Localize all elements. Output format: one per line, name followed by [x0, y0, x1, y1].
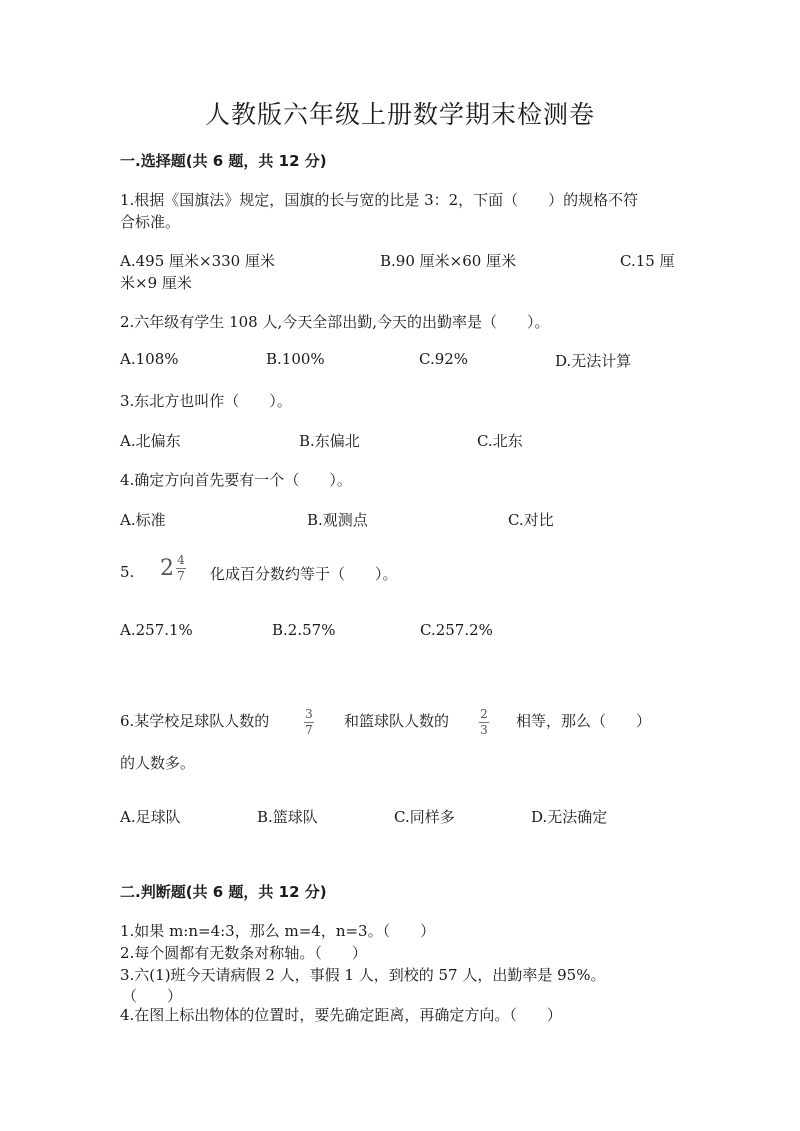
question-1-option-c-cont: 米×9 厘米: [120, 274, 192, 292]
question-5-option-c: C.257.2%: [420, 621, 493, 639]
fraction-denominator: 3: [480, 723, 488, 737]
question-4-option-a: A.标准: [120, 511, 166, 529]
question-1-option-b: B.90 厘米×60 厘米: [380, 252, 517, 270]
question-1-option-c: C.15 厘: [620, 252, 675, 270]
question-5-option-a: A.257.1%: [120, 621, 193, 639]
question-3-option-a: A.北偏东: [120, 432, 181, 450]
question-4-text: 4.确定方向首先要有一个（ ）。: [120, 471, 352, 489]
fraction-denominator: 7: [305, 723, 313, 737]
question-6-text-cont: 的人数多。: [120, 754, 196, 772]
question-2-option-b: B.100%: [266, 350, 325, 368]
fraction-numerator: 3: [305, 707, 313, 721]
fraction-denominator: 7: [177, 569, 185, 583]
mixed-whole: 2: [160, 556, 174, 581]
page-title: 人教版六年级上册数学期末检测卷: [204, 100, 595, 129]
judge-question-3-blank: （ ）: [122, 987, 183, 1005]
judge-question-2: 2.每个圆都有无数条对称轴。（ ）: [120, 944, 367, 962]
question-5-mixed-number: [160, 554, 186, 583]
question-2-option-d: D.无法计算: [555, 352, 632, 370]
question-3-option-c: C.北东: [477, 432, 523, 450]
question-6-text-end: 相等，那么（ ）: [516, 712, 652, 730]
question-1-text-cont: 合标准。: [120, 213, 181, 231]
question-2-option-a: A.108%: [120, 350, 179, 368]
question-5-number: 5.: [120, 563, 135, 581]
section-heading-choice: 一.选择题(共 6 题，共 12 分): [120, 152, 327, 170]
question-3-text: 3.东北方也叫作（ ）。: [120, 392, 292, 410]
question-2-text: 2.六年级有学生 108 人,今天全部出勤,今天的出勤率是（ ）。: [120, 313, 550, 331]
question-6-option-d: D.无法确定: [531, 808, 608, 826]
question-6-fraction-1: [304, 703, 314, 737]
fraction-numerator: 4: [177, 553, 185, 567]
judge-question-1: 1.如果 m:n=4:3，那么 m=4，n=3。（ ）: [120, 922, 436, 940]
question-6-text: 6.某学校足球队人数的: [120, 712, 270, 730]
question-4-option-b: B.观测点: [307, 511, 368, 529]
section-heading-true-false: 二.判断题(共 6 题，共 12 分): [120, 883, 327, 901]
question-6-text-mid: 和篮球队人数的: [344, 712, 450, 730]
mixed-fraction: [176, 554, 186, 583]
question-4-option-c: C.对比: [508, 511, 554, 529]
question-6-fraction-2: [479, 703, 489, 737]
question-3-option-b: B.东偏北: [299, 432, 360, 450]
question-6-option-a: A.足球队: [120, 808, 181, 826]
question-1-option-a: A.495 厘米×330 厘米: [120, 252, 275, 270]
question-5-text: 化成百分数约等于（ ）。: [210, 565, 398, 583]
question-6-option-c: C.同样多: [394, 808, 455, 826]
fraction-numerator: 2: [480, 707, 488, 721]
question-6-option-b: B.篮球队: [257, 808, 318, 826]
question-2-option-c: C.92%: [419, 350, 469, 368]
question-1-text: 1.根据《国旗法》规定，国旗的长与宽的比是 3：2，下面（ ）的规格不符: [120, 191, 639, 209]
judge-question-4: 4.在图上标出物体的位置时，要先确定距离，再确定方向。（ ）: [120, 1006, 562, 1024]
question-5-option-b: B.2.57%: [272, 621, 336, 639]
judge-question-3: 3.六(1)班今天请病假 2 人，事假 1 人，到校的 57 人，出勤率是 95%。: [120, 966, 606, 984]
